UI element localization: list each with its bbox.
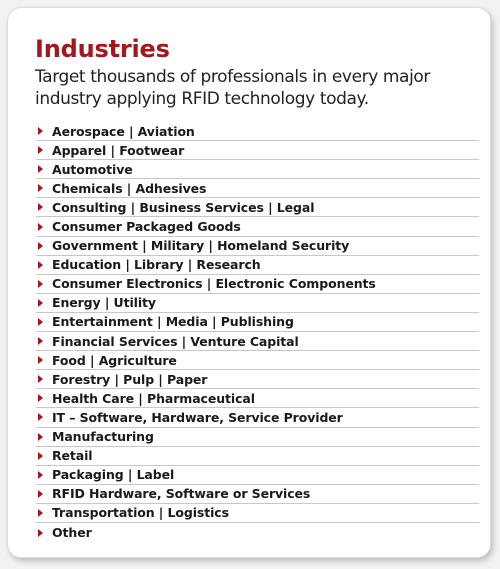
triangle-right-icon xyxy=(38,165,43,173)
list-item xyxy=(36,332,479,351)
triangle-right-icon xyxy=(38,337,43,345)
list-item xyxy=(36,122,479,141)
industry-label: Forestry | Pulp | Paper xyxy=(52,371,208,387)
panel-subtitle: Target thousands of professionals in every major industry applying RFID technology today. xyxy=(35,67,430,109)
industry-label: Transportation | Logistics xyxy=(52,505,229,521)
list-item xyxy=(36,523,479,542)
industry-label: Entertainment | Media | Publishing xyxy=(52,314,294,330)
triangle-right-icon xyxy=(38,299,43,307)
triangle-right-icon xyxy=(38,184,43,192)
industry-label: Apparel | Footwear xyxy=(52,142,185,158)
list-item xyxy=(36,256,479,275)
triangle-right-icon xyxy=(38,394,43,402)
industry-label: Health Care | Pharmaceutical xyxy=(52,390,255,406)
list-item xyxy=(36,198,479,217)
triangle-right-icon xyxy=(38,509,43,517)
industry-label: Other xyxy=(52,525,92,541)
list-item xyxy=(36,275,479,294)
list-item xyxy=(36,179,479,198)
triangle-right-icon xyxy=(38,433,43,441)
industry-label: Aerospace | Aviation xyxy=(52,123,195,139)
triangle-right-icon xyxy=(38,242,43,250)
industry-label: Food | Agriculture xyxy=(52,352,177,368)
list-item xyxy=(36,447,479,466)
triangle-right-icon xyxy=(38,356,43,364)
triangle-right-icon xyxy=(38,146,43,154)
triangle-right-icon xyxy=(38,223,43,231)
industry-label: Consulting | Business Services | Legal xyxy=(52,199,315,215)
panel-title: Industries xyxy=(35,35,170,63)
industry-label: Financial Services | Venture Capital xyxy=(52,333,299,349)
list-item xyxy=(36,160,479,179)
industry-label: IT – Software, Hardware, Service Provider xyxy=(52,409,343,425)
triangle-right-icon xyxy=(38,261,43,269)
industry-label: RFID Hardware, Software or Services xyxy=(52,486,311,502)
triangle-right-icon xyxy=(38,471,43,479)
list-item xyxy=(36,351,479,370)
triangle-right-icon xyxy=(38,529,43,537)
industry-label: Education | Library | Research xyxy=(52,257,261,273)
industry-label: Packaging | Label xyxy=(52,467,175,483)
industry-label: Retail xyxy=(52,448,93,464)
triangle-right-icon xyxy=(38,490,43,498)
industry-list xyxy=(36,122,479,542)
triangle-right-icon xyxy=(38,375,43,383)
industry-label: Consumer Electronics | Electronic Components xyxy=(52,276,376,292)
list-item xyxy=(36,485,479,504)
list-item xyxy=(36,217,479,236)
industry-label: Energy | Utility xyxy=(52,295,156,311)
list-item xyxy=(36,504,479,523)
list-item xyxy=(36,370,479,389)
industry-label: Government | Military | Homeland Security xyxy=(52,238,350,254)
list-item xyxy=(36,313,479,332)
list-item xyxy=(36,141,479,160)
triangle-right-icon xyxy=(38,203,43,211)
industry-label: Chemicals | Adhesives xyxy=(52,180,207,196)
list-item xyxy=(36,294,479,313)
triangle-right-icon xyxy=(38,413,43,421)
list-item xyxy=(36,466,479,485)
list-item xyxy=(36,408,479,427)
triangle-right-icon xyxy=(38,452,43,460)
industry-label: Manufacturing xyxy=(52,429,154,445)
industries-panel xyxy=(7,7,491,558)
list-item xyxy=(36,237,479,256)
triangle-right-icon xyxy=(38,127,43,135)
industry-label: Consumer Packaged Goods xyxy=(52,219,241,235)
triangle-right-icon xyxy=(38,280,43,288)
triangle-right-icon xyxy=(38,318,43,326)
list-item xyxy=(36,389,479,408)
industry-label: Automotive xyxy=(52,161,133,177)
list-item xyxy=(36,428,479,447)
